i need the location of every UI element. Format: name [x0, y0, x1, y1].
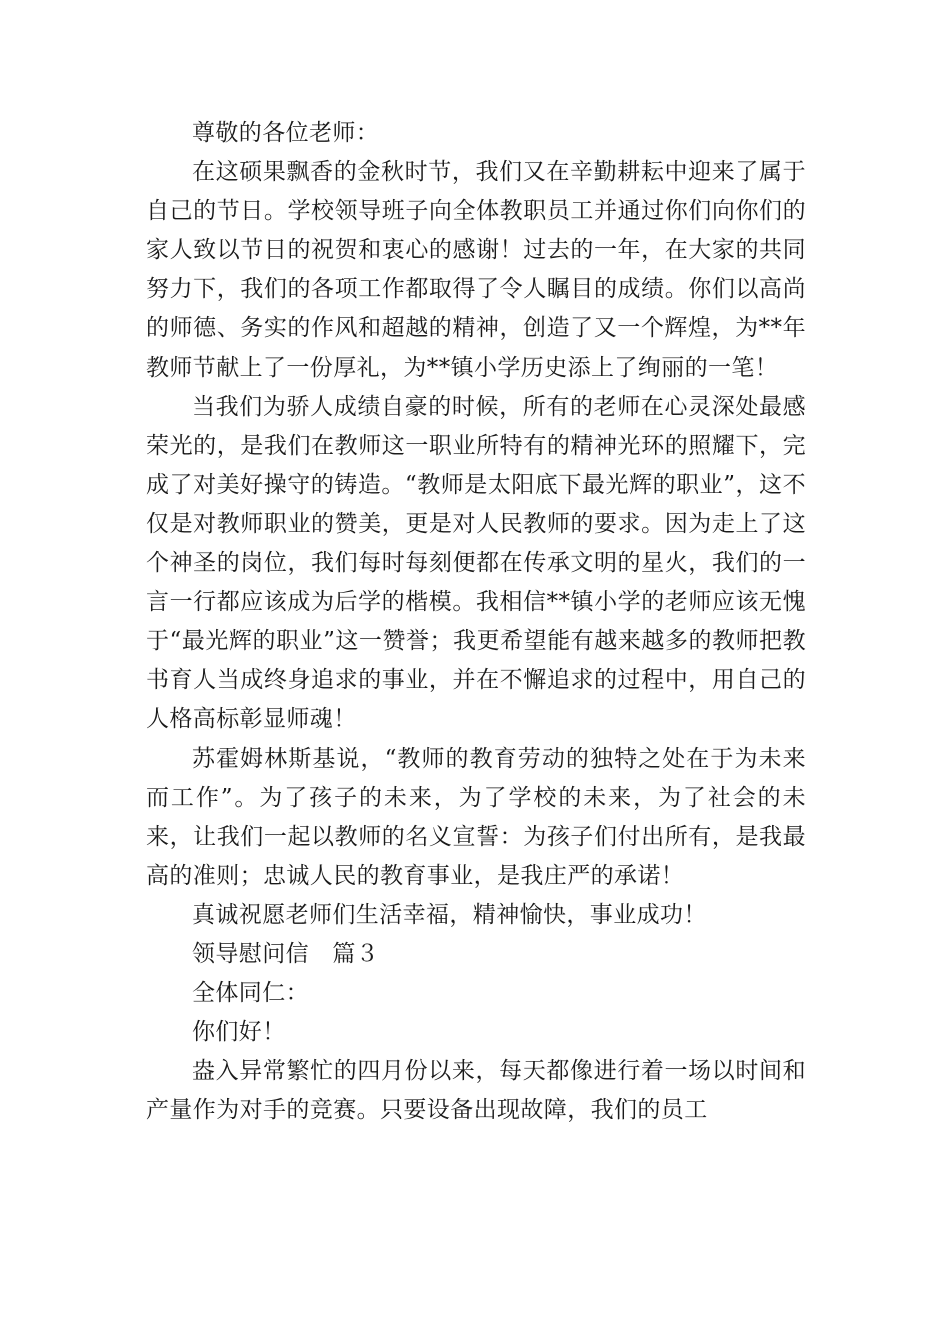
greeting: 尊敬的各位老师： — [192, 120, 380, 146]
wishes-line: 真诚祝愿老师们生活幸福，精神愉快，事业成功！ — [192, 901, 707, 928]
paragraph-2: 当我们为骄人成绩自豪的时候，所有的老师在心灵深处最感荣光的，是我们在教师这一职业所特有的精神光环的照耀下，完成了对美好操守的铸造。“教师是太阳底下最光辉的职业”，这不仅是对教师职业的赞美，更是对人民教师的要求。因为走上了这个神圣的岗位，我们每时每刻便都在传承文明的星火，我们的一言一行都应该成为后学的楷模。我相信**镇小学的老师应该无愧于“最光辉的职业”这一赞誉；我更希望能有越来越多的教师把教书育人当成终身追求的事业，并在不懈追求的过程中，用自己的人格高标彰显师魂！ — [146, 393, 806, 733]
hello-line: 你们好！ — [192, 1019, 286, 1046]
section-heading: 领导慰问信 篇３ — [192, 940, 380, 967]
salutation: 全体同仁： — [192, 980, 309, 1007]
paragraph-3: 苏霍姆林斯基说，“教师的教育劳动的独特之处在于为未来而工作”。为了孩子的未来，为了学校的未来，为了社会的未来，让我们一起以教师的名义宣誓：为孩子们付出所有，是我最高的准则；忠诚人民的教育事业，是我庄严的承诺！ — [146, 745, 806, 889]
document-page — [146, 114, 806, 1130]
paragraph-1: 在这硕果飘香的金秋时节，我们又在辛勤耕耘中迎来了属于自己的节日。学校领导班子向全体教职员工并通过你们向你们的家人致以节日的祝贺和衷心的感谢！过去的一年，在大家的共同努力下，我们的各项工作都取得了令人瞩目的成绩。你们以高尚的师德、务实的作风和超越的精神，创造了又一个辉煌，为**年教师节献上了一份厚礼，为**镇小学历史添上了绚丽的一笔！ — [146, 159, 806, 381]
paragraph-last: 盎入异常繁忙的四月份以来，每天都像进行着一场以时间和产量作为对手的竞赛。只要设备出现故障，我们的员工 — [146, 1058, 806, 1124]
